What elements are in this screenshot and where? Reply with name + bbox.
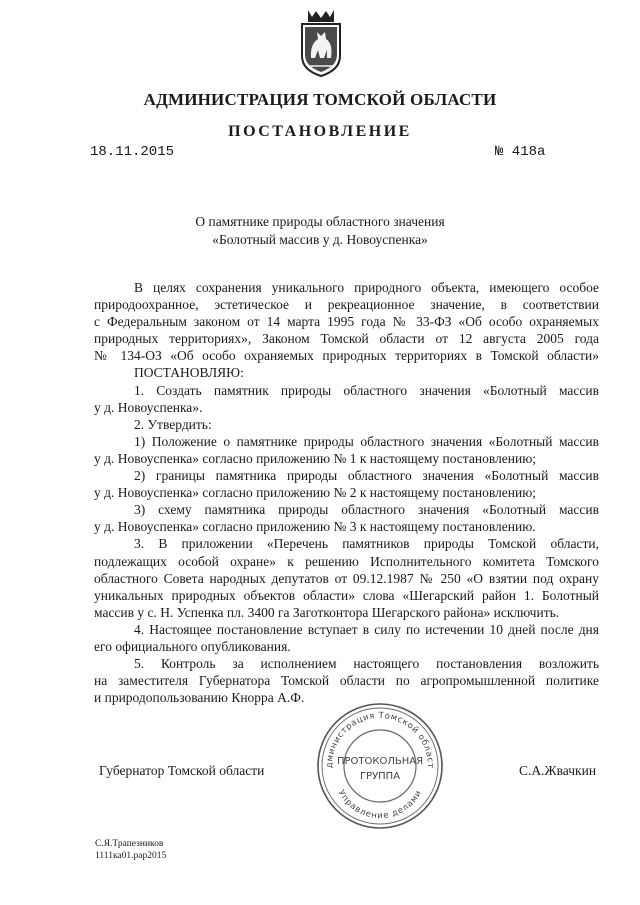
body-line: у д. Новоуспенка». xyxy=(94,399,203,415)
signatory-position: Губернатор Томской области xyxy=(99,763,265,778)
body-line: 4. Настоящее постановление вступает в силу по истечении 10 дней после дня xyxy=(134,621,599,637)
official-stamp xyxy=(314,700,446,832)
body-line: природных территориях», Законом Томской области от 12 августа 2005 года xyxy=(94,331,599,347)
body-line: и природопользованию Кнорра А.Ф. xyxy=(94,690,305,706)
body-line: 1. Создать памятник природы областного значения «Болотный массив xyxy=(134,382,599,398)
stamp-outer-bottom: Управление делами xyxy=(335,788,425,822)
body-line: подлежащих особой охране» к решению Исполнительного комитета Томского xyxy=(94,553,599,569)
body-line: его официального опубликования. xyxy=(94,638,291,654)
body-line: 1) Положение о памятнике природы областного значения «Болотный массив xyxy=(134,433,599,449)
body-line: на заместителя Губернатора Томской области по агропромышленной политике xyxy=(94,673,599,689)
executor-info xyxy=(95,838,166,862)
document-body xyxy=(94,279,599,706)
body-line: с Федеральным законом от 14 марта 1995 года № 33-ФЗ «Об особо охраняемых xyxy=(94,314,599,330)
signatory-name: С.А.Жвачкин xyxy=(519,763,597,778)
body-line: 5. Контроль за исполнением настоящего постановления возложить xyxy=(134,656,599,672)
body-line: В целях сохранения уникального природного объекта, имеющего особое xyxy=(134,280,599,295)
stamp-center-line1: ПРОТОКОЛЬНАЯ xyxy=(336,756,424,767)
body-line: уникальных природных объектов области» слова «Шегарский район 1. Болотный xyxy=(94,587,599,603)
body-line: у д. Новоуспенка» согласно приложению № 1 к настоящему постановлению; xyxy=(94,450,537,466)
document-date: 18.11.2015 xyxy=(90,144,175,160)
tomsk-coat-of-arms-icon xyxy=(298,8,344,78)
stamp-center-line2: ГРУППА xyxy=(359,771,401,782)
subject-line: О памятнике природы областного значения xyxy=(195,214,445,229)
body-line: 2. Утвердить: xyxy=(134,416,212,432)
body-line: у д. Новоуспенка» согласно приложению № 2 к настоящему постановлению; xyxy=(94,485,537,501)
body-line: областного Совета народных депутатов от 09.12.1987 № 250 «О взятии под охрану xyxy=(94,570,599,586)
body-line: 3. В приложении «Перечень памятников природы Томской области, xyxy=(134,536,599,552)
document-type: ПОСТАНОВЛЕНИЕ xyxy=(228,123,412,140)
body-line: 3) схему памятника природы областного значения «Болотный массив xyxy=(134,502,599,518)
subject-line: «Болотный массив у д. Новоуспенка» xyxy=(212,232,428,247)
body-line: ПОСТАНОВЛЯЮ: xyxy=(134,365,244,381)
body-line: 2) границы памятника природы областного значения «Болотный массив xyxy=(134,468,599,484)
document-number: № 418а xyxy=(495,144,546,160)
executor-name: С.Я.Трапезников xyxy=(95,839,164,849)
document-subject xyxy=(0,213,640,249)
body-line: у д. Новоуспенка» согласно приложению № 3 к настоящему постановлению. xyxy=(94,519,536,535)
svg-text:Управление делами xyxy=(336,788,424,821)
executor-file: 1111ка01.рар2015 xyxy=(95,851,167,861)
organization-name: АДМИНИСТРАЦИЯ ТОМСКОЙ ОБЛАСТИ xyxy=(143,90,497,109)
body-line: природоохранное, эстетическое и рекреационное значение, в соответствии xyxy=(94,297,599,313)
stamp-outer-top: дминистрация Томской област xyxy=(324,710,436,769)
body-line: № 134-ОЗ «Об особо охраняемых природных территориях в Томской области» xyxy=(94,348,599,364)
body-line: массив у с. Н. Успенка пл. 3400 га Заготконтора Шегарского района» исключить. xyxy=(94,604,560,620)
